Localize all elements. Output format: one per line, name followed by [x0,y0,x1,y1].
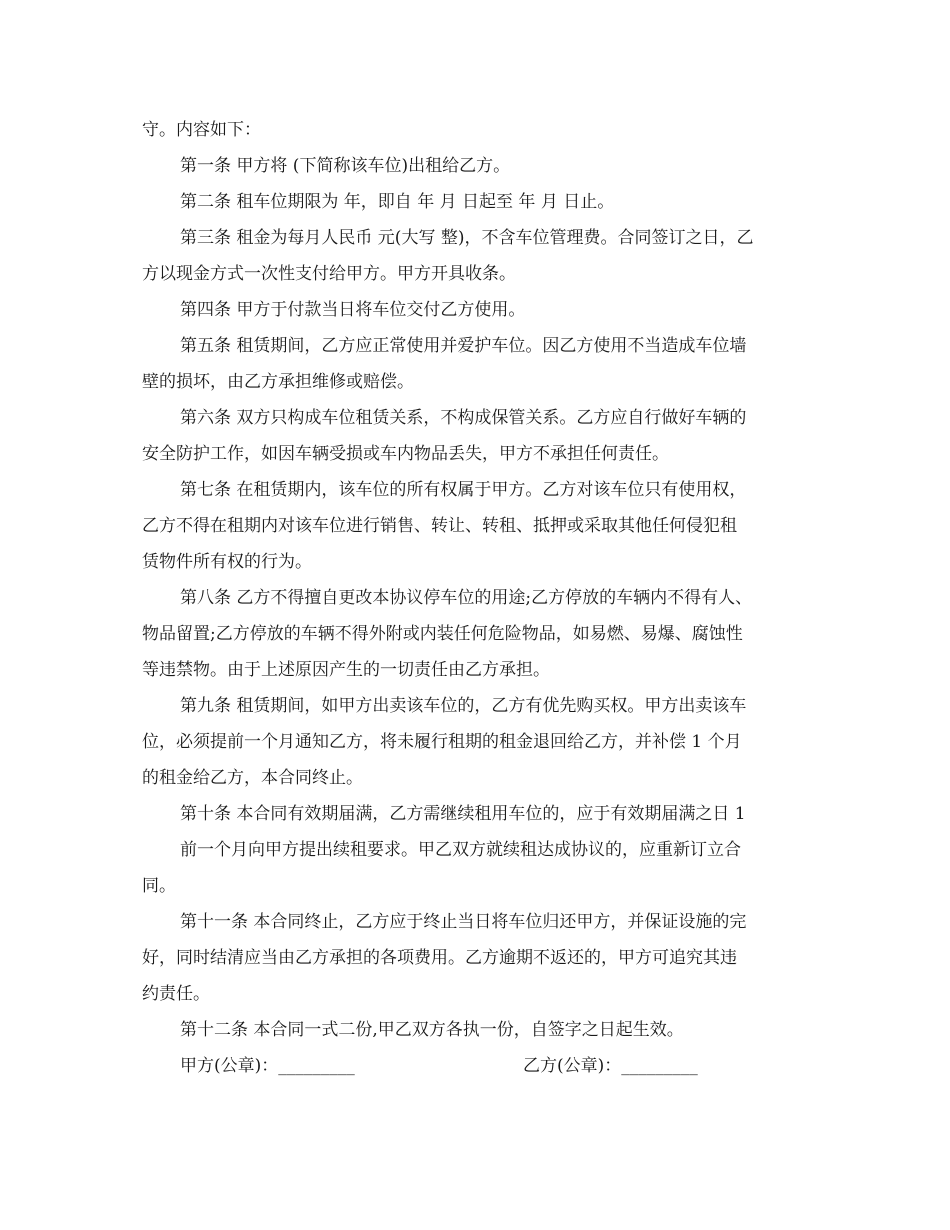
contract-page [142,112,802,1084]
party-b-signature: 乙方(公章)：_________ [523,1056,698,1076]
text-line: 方以现金方式一次性支付给甲方。甲方开具收条。 [142,264,516,284]
text-line: 赁物件所有权的行为。 [142,552,312,572]
clause-10: 第十条 本合同有效期届满，乙方需继续租用车位的，应于有效期届满之日 1 [180,804,746,824]
party-a-signature: 甲方(公章)：_________ [180,1056,355,1076]
signature-row [142,1048,802,1084]
text-line: 同。 [142,876,176,896]
clause-8: 第八条 乙方不得擅自更改本协议停车位的用途;乙方停放的车辆内不得有人、 [180,588,753,608]
text-line: 好，同时结清应当由乙方承担的各项费用。乙方逾期不返还的，甲方可追究其违 [142,948,737,968]
clause-12: 第十二条 本合同一式二份,甲乙双方各执一份，自签字之日起生效。 [180,1020,684,1040]
clause-6: 第六条 双方只构成车位租赁关系，不构成保管关系。乙方应自行做好车辆的 [180,408,747,428]
text-line: 约责任。 [142,984,210,1004]
text-line: 守。内容如下： [142,120,261,140]
text-line: 乙方不得在租期内对该车位进行销售、转让、转租、抵押或采取其他任何侵犯租 [142,516,737,536]
clause-7: 第七条 在租赁期内，该车位的所有权属于甲方。乙方对该车位只有使用权， [180,480,747,500]
clause-9: 第九条 租赁期间，如甲方出卖该车位的，乙方有优先购买权。甲方出卖该车 [180,696,747,716]
clause-2: 第二条 租车位期限为 年，即自 年 月 日起至 年 月 日止。 [180,192,615,212]
text-line: 位，必须提前一个月通知乙方，将未履行租期的租金退回给乙方，并补偿 1 个月 [142,732,742,752]
text-line: 前一个月向甲方提出续租要求。甲乙双方就续租达成协议的，应重新订立合 [180,840,741,860]
text-line: 壁的损坏，由乙方承担维修或赔偿。 [142,372,414,392]
text-line: 的租金给乙方，本合同终止。 [142,768,363,788]
text-line: 安全防护工作，如因车辆受损或车内物品丢失，甲方不承担任何责任。 [142,444,669,464]
clause-4: 第四条 甲方于付款当日将车位交付乙方使用。 [180,300,526,320]
clause-5: 第五条 租赁期间，乙方应正常使用并爱护车位。因乙方使用不当造成车位墙 [180,336,747,356]
text-line: 等违禁物。由于上述原因产生的一切责任由乙方承担。 [142,660,550,680]
clause-3: 第三条 租金为每月人民币 元(大写 整)，不含车位管理费。合同签订之日，乙 [180,228,754,248]
clause-11: 第十一条 本合同终止，乙方应于终止当日将车位归还甲方，并保证设施的完 [180,912,747,932]
clause-1: 第一条 甲方将 (下简称该车位)出租给乙方。 [180,156,511,176]
text-line: 物品留置;乙方停放的车辆不得外附或内装任何危险物品，如易燃、易爆、腐蚀性 [142,624,743,644]
